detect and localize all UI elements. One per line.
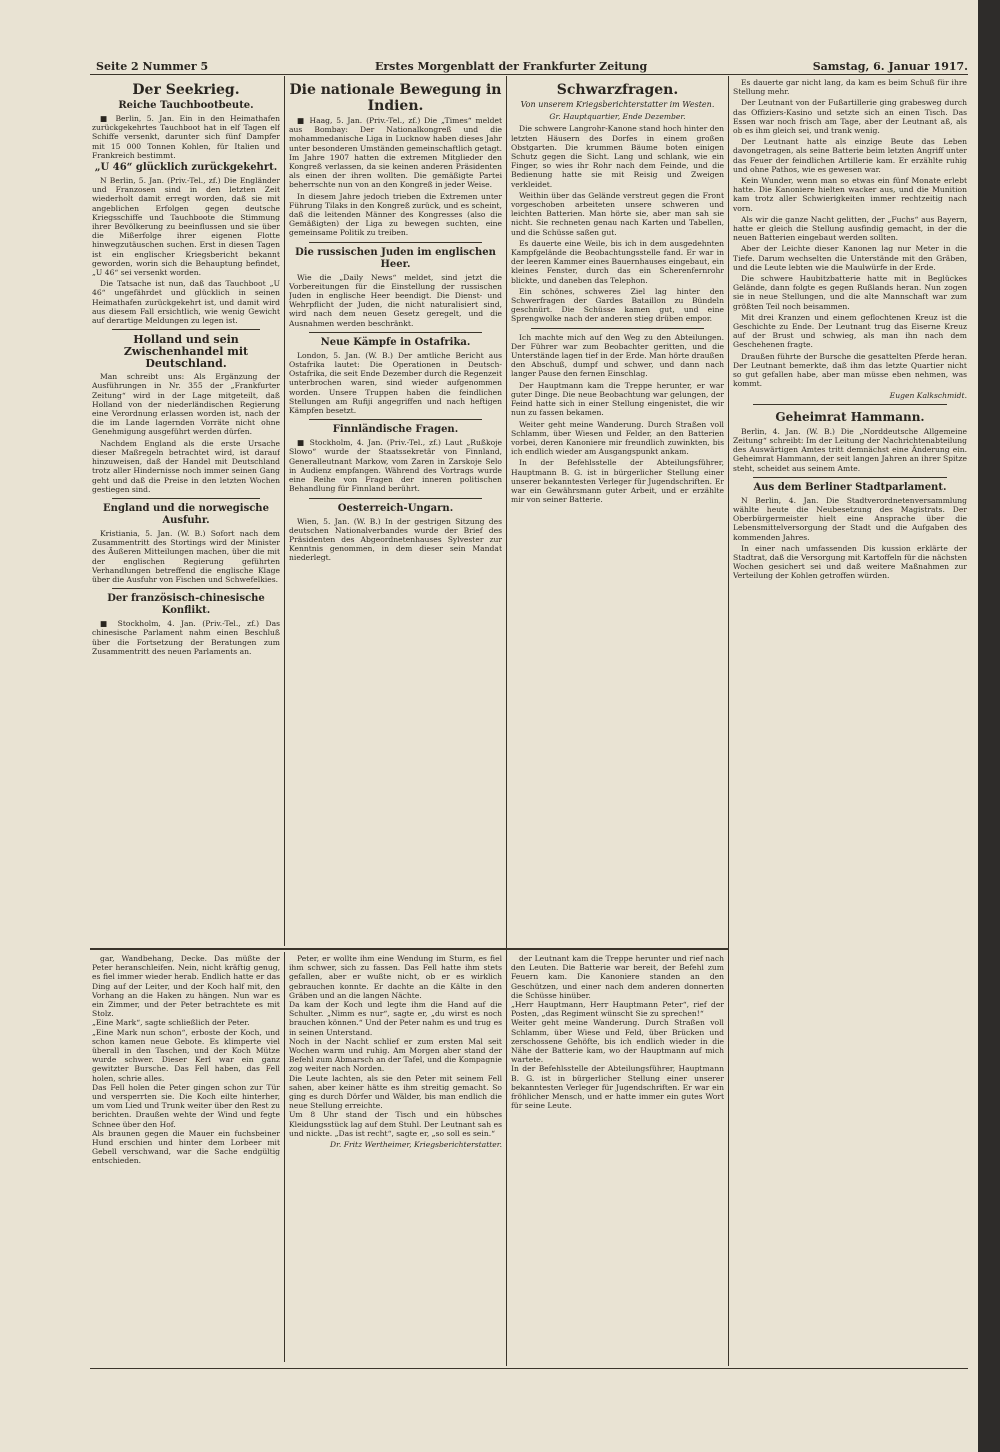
divider (309, 332, 482, 333)
feuilleton-rule (90, 948, 728, 950)
divider (309, 419, 482, 420)
headline-china: Der französisch-chinesische Konflikt. (107, 593, 265, 617)
divider (112, 329, 260, 330)
feuilleton-author: Dr. Fritz Wertheimer, Kriegsberichterstatter. (330, 1140, 502, 1150)
headline-indien: Die nationale Bewegung in Indien. (289, 82, 502, 114)
divider (753, 477, 947, 478)
page-header (90, 60, 970, 74)
headline-oesterreich: Oesterreich-Ungarn. (337, 502, 454, 514)
article-paragraph: Wien, 5. Jan. (W. B.) In der gestrigen Sitzung des deutschen Nationalverbandes wurde der Brief des Präsidenten des Abgeordnetenhauses Sylvester zur Kenntnis genommen, in dem dieser sein Mandat niederlegt. (289, 516, 502, 563)
column-1 (92, 78, 280, 944)
header-rule (90, 74, 968, 75)
scan-edge (978, 0, 1000, 1452)
article-paragraph: Weithin über das Gelände verstreut gegen die Front vorgeschoben arbeiteten unsere schweren und leichten Batterien. Man hörte sie, aber man sah sie nicht. Sie rechneten genau nach Karten und Tabellen, und die Schüsse saßen gut. (511, 190, 724, 237)
article-paragraph: Als wir die ganze Nacht gelitten, der „Fuchs“ aus Bayern, hatte er gleich die Stellung ausfindig gemacht, in der die neuen Batterien eingebaut werden sollten. (733, 214, 967, 243)
issue-date: Samstag, 6. Januar 1917. (812, 60, 968, 73)
column-rule (506, 76, 507, 1366)
author-signature: Eugen Kalkschmidt. (889, 390, 967, 400)
article-paragraph: London, 5. Jan. (W. B.) Der amtliche Bericht aus Ostafrika lautet: Die Operationen in Deutsch-Ostafrika, die seit Ende Dezember durch die Regenzeit unterbrochen waren, sind wieder aufgenommen worden. Unsere Truppen haben die feindlichen Stellungen am Rufiji angegriffen und nach heftigen Kämpfen besetzt. (289, 350, 502, 416)
article-paragraph: Kein Wunder, wenn man so etwas ein fünf Monate erlebt hatte. Die Kanoniere hielten wacker aus, und die Munition kam trotz aller Schwierigkeiten immer rechtzeitig nach vorn. (733, 176, 967, 213)
article-paragraph: Die Tatsache ist nun, daß das Tauchboot „U 46“ ungefährdet und glücklich in seinen Heimathafen zurückgekehrt ist, und damit wird aus diesem Fall ersichtlich, wie wenig Gewicht auf derartige Meldungen zu legen ist. (92, 279, 280, 326)
column-rule (284, 952, 285, 1362)
divider (112, 588, 260, 589)
feuilleton-text: Peter, er wollte ihm eine Wendung im Sturm, es fiel ihm schwer, sich zu fassen. Das Fell hatte ihm stets gefallen, aber er wußte nicht, ob er es wirklich gebrauchen konnte. Er dachte an die Kälte in den Gräben und an die langen Nächte. Da kam der Koch und legte ihm die Hand auf die Schulter. „Nimm es nur“, sagte er, „du wirst es noch brauchen können.“ Und der Peter nahm es und trug es in seinen Unterstand. Noch in der Nacht schlief er zum ersten Mal seit Wochen warm und ruhig. Am Morgen aber stand der Befehl zum Abmarsch an der Tafel, und die Kompagnie zog weiter nach Norden. Die Leute lachten, als sie den Peter mit seinem Fell sahen, aber keiner hätte es ihm streitig gemacht. So ging es durch Dörfer und Wälder, bis man endlich die neue Stellung erreichte. Um 8 Uhr stand der Tisch und ein hübsches Kleidungsstück lag auf dem Stuhl. Der Leutnant sah es und nickte. „Das ist recht“, sagte er, „so soll es sein.“ (289, 954, 502, 1138)
article-paragraph: Ich machte mich auf den Weg zu den Abteilungen. Der Führer war zum Beobachter geritten, und die Unterstände lagen tief in der Erde. Man hörte draußen den Abschuß, dumpf und schwer, und dann nach langer Pause den fernen Einschlag. (511, 332, 724, 379)
divider (309, 242, 482, 243)
article-paragraph: Draußen führte der Bursche die gesattelten Pferde heran. Der Leutnant bemerkte, daß ihm das letzte Quartier nicht so gut gefallen habe, aber man müsse eben nehmen, was kommt. (733, 351, 967, 389)
article-paragraph: Der Leutnant von der Fußartillerie ging grabesweg durch das Offiziers-Kasino und setzte sich an einen Tisch. Das Essen war noch frisch am Tage, aber der Leutnant aß, als ob es ihm gleich sei, und trank wenig. (733, 98, 967, 136)
subhead-tauchbootbeute: Reiche Tauchbootbeute. (118, 100, 254, 111)
headline-seekrieg: Der Seekrieg. (132, 82, 240, 98)
article-paragraph: Es dauerte eine Weile, bis ich in dem ausgedehnten Kampfgelände die Beobachtungsstelle fand. Er war in der leeren Kammer eines Bauernhauses eingebaut, ein kleines Fenster, durch das ein Scherenfernrohr blickte, und daneben das Telephon. (511, 238, 724, 285)
article-paragraph: Berlin, 4. Jan. (W. B.) Die „Norddeutsche Allgemeine Zeitung“ schreibt: Im der Leitung der Nachrichtenabteilung des Auswärtigen Amtes tritt demnächst eine Änderung ein. Geheimrat Hammann, der seit langen Jahren an ihrer Spitze steht, scheidet aus seinem Amte. (733, 426, 967, 473)
headline-hammann: Geheimrat Hammann. (775, 409, 925, 424)
article-paragraph: ■ Stockholm, 4. Jan. (Priv.-Tel., zf.) Das chinesische Parlament nahm einen Beschluß über die Fortsetzung der Beratungen zum Zusammentritt des neuen Parlaments an. (92, 619, 280, 656)
article-paragraph: Aber der Leichte dieser Kanonen lag nur Meter in die Tiefe. Darum wechselten die Unterstände mit den Gräben, und die Leute lebten wie die Maulwürfe in der Erde. (733, 244, 967, 272)
headline-stadtparlament: Aus dem Berliner Stadtparlament. (753, 481, 947, 493)
footer-rule (90, 1368, 968, 1369)
column-rule (284, 76, 285, 946)
article-paragraph: ■ Berlin, 5. Jan. Ein in den Heimathafen zurückgekehrtes Tauchboot hat in elf Tagen elf Schiffe versenkt, darunter sich fünf Dampfer mit 15 000 Tonnen Kohlen, für Italien und Frankreich bestimmt. (92, 114, 280, 160)
article-paragraph: Es dauerte gar nicht lang, da kam es beim Schuß für ihre Stellung mehr. (733, 78, 967, 97)
article-paragraph: Weiter geht meine Wanderung. Durch Straßen voll Schlamm, über Wiesen und Felder, an den Batterien vorbei, deren Kanoniere mir freundlich zuwinkten, bis ich endlich wieder am Ausgangspunkt ankam. (511, 419, 724, 457)
byline: Von unserem Kriegsberichterstatter im Westen. (520, 100, 715, 109)
column-rule (728, 76, 729, 1366)
article-paragraph: Kristiania, 5. Jan. (W. B.) Sofort nach dem Zusammentritt des Stortings wird der Minister des Äußeren Mitteilungen machen, über die mit der englischen Regierung geführten Verhandlungen betreffend die englische Klage über die Ausfuhr von Fischen und Schwefelkies. (92, 528, 280, 584)
article-paragraph: Wie die „Daily News“ meldet, sind jetzt die Vorbereitungen für die Einstellung der russischen Juden in englische Heer beendigt. Die Dienst- und Wehrpflicht der Juden, die nicht naturalisiert sind, wird nach dem neuen Gesetz geregelt, und die Ausnahmen werden beschränkt. (289, 272, 502, 328)
dateline: Gr. Hauptquartier, Ende Dezember. (549, 112, 686, 122)
divider (753, 404, 947, 405)
column-4 (733, 78, 967, 1368)
article-paragraph: Nachdem England als die erste Ursache dieser Maßregeln betrachtet wird, ist darauf hinzuweisen, daß der Handel mit Deutschland trotz aller Hindernisse noch immer seinen Gang geht und daß die Preise in den letzten Wochen gestiegen sind. (92, 438, 280, 494)
subhead-u46: „U 46“ glücklich zurückgekehrt. (94, 162, 278, 174)
headline-juden: Die russischen Juden im englischen Heer. (295, 246, 496, 270)
edition-title: Erstes Morgenblatt der Frankfurter Zeitung (375, 60, 648, 73)
article-paragraph: Der Hauptmann kam die Treppe herunter, er war guter Dinge. Die neue Beobachtung war gelungen, der Feind hatte sich in einer Stellung eingenistet, die wir nun zu fassen bekamen. (511, 380, 724, 418)
feuilleton-column-1 (92, 954, 280, 1364)
page-number: Seite 2 Nummer 5 (96, 60, 209, 73)
divider (531, 328, 704, 329)
divider (309, 498, 482, 499)
feuilleton-column-3 (511, 954, 724, 1364)
article-paragraph: Die schwere Langrohr-Kanone stand hoch hinter den letzten Häusern des Dorfes in einem großen Obstgarten. Die krummen Bäume boten einigen Schutz gegen die Sicht. Lang und schlank, wie ein Finger, so wies ihr Rohr nach dem Feinde, und die Bedienung hatte sie mit Reisig und Zweigen verkleidet. (511, 124, 724, 189)
article-paragraph: ■ Haag, 5. Jan. (Priv.-Tel., zf.) Die „Times“ meldet aus Bombay: Der Nationalkongreß und die mohammedanische Liga in Lucknow haben dieses Jahr unter besonderen Umständen gemeinschaftlich getagt. Im Jahre 1907 hatten die extremen Mitglieder den Kongreß verlassen, da sie keinen anderen Präsidenten als einen der ihren wollten. Die gemäßigte Partei beherrschte nun von an den Kongreß in jeder Weise. (289, 116, 502, 190)
article-paragraph: N Berlin, 4. Jan. Die Stadtverordnetenversammlung wählte heute die Neubesetzung des Magistrats. Der Oberbürgermeister hielt eine Ansprache über die Lebensmittelversorgung der Stadt und die Aufgaben des kommenden Jahres. (733, 495, 967, 542)
feuilleton-text: gar, Wandbehang, Decke. Das müßte der Peter heranschleifen. Nein, nicht kräftig genug, es fiel immer wieder herab. Endlich hatte er das Ding auf der Leiter, und der Koch half mit, den Vorhang an die Haken zu hängen. Nun war es ein Zimmer, und der Peter betrachtete es mit Stolz. „Eine Mark“, sagte schließlich der Peter. „Eine Mark nun schon“, erboste der Koch, und schon kamen neue Gebote. Es klimperte viel überall in den Taschen, und der Koch Mütze wurde schwer. Dieser Kerl war ein ganz gewitzter Bursche. Das Fell haben, das Fell holen, schrie alles. Das Fell holen die Peter gingen schon zur Tür und versperrten sie. Die Koch eilte hinterher, um vom Lied und Trunk weiter über den Rest zu berichten. Draußen wehte der Wind und fegte Schnee über den Hof. Als braunen gegen die Mauer ein fuchsbeiner Hund erschien und hinter dem Lorbeer mit Gebell verschwand, war die Sache endgültig entschieden. (92, 954, 280, 1166)
headline-schwarzfragen: Schwarzfragen. (556, 82, 679, 98)
article-paragraph: In einer nach umfassenden Dis kussion erklärte der Stadtrat, daß die Versorgung mit Kartoffeln für die nächsten Wochen gesichert sei und daß weitere Maßnahmen zur Verteilung der Kohlen getroffen würden. (733, 543, 967, 581)
headline-norwegen: England und die norwegische Ausfuhr. (103, 502, 269, 526)
article-paragraph: Mit drei Kranzen und einem geflochtenen Kreuz ist die Geschichte zu Ende. Der Leutnant trug das Eiserne Kreuz auf der Brust und schwieg, als man ihn nach dem Geschehenen fragte. (733, 312, 967, 350)
column-3 (511, 78, 724, 944)
article-paragraph: Man schreibt uns: Als Ergänzung der Ausführungen in Nr. 355 der „Frankfurter Zeitung“ wird in der Lage mitgeteilt, daß Holland von der niederländischen Regierung eine Verordnung erlassen worden ist, nach der die im Lande lagernden Vorräte nicht ohne Genehmigung ausgeführt werden dürfen. (92, 372, 280, 437)
article-paragraph: In diesem Jahre jedoch trieben die Extremen unter Führung Tilaks in den Kongreß zurück, und es scheint, daß die leitenden Männer des Kongresses (also die Gemäßigten) der Liga zu bewegen suchten, eine gemeinsame Politik zu treiben. (289, 191, 502, 238)
headline-holland: Holland und sein Zwischenhandel mit Deutschland. (123, 333, 249, 371)
divider (112, 498, 260, 499)
headline-ostafrika: Neue Kämpfe in Ostafrika. (320, 336, 471, 348)
article-paragraph: N Berlin, 5. Jan. (Priv.-Tel., zf.) Die Engländer und Franzosen sind in den letzten Zeit wiederholt damit erregt worden, daß sie mit angeblichen Erfolgen gegen deutsche Kriegsschiffe und Tauchboote die Stimmung ihrer Bevölkerung zu beeinflussen und sie über die Mißerfolge ihrer eigenen Flotte hinwegzutäuschen suchen. Erst in diesen Tagen ist ein englischer Kriegsbericht bekannt geworden, worin sich die Behauptung befindet, „U 46“ sei versenkt worden. (92, 176, 280, 278)
article-paragraph: Der Leutnant hatte als einzige Beute das Leben davongetragen, als seine Batterie beim letzten Angriff unter das Feuer der feindlichen Artillerie kam. Er erzählte ruhig und ohne Pathos, wie es gewesen war. (733, 137, 967, 174)
feuilleton-column-2 (289, 954, 502, 1364)
feuilleton-text: der Leutnant kam die Treppe herunter und rief nach den Leuten. Die Batterie war bereit, der Befehl zum Feuern kam. Die Kanoniere standen an den Geschützen, und einer nach dem anderen donnerten die Schüsse hinüber. „Herr Hauptmann, Herr Hauptmann Peter“, rief der Posten, „das Regiment wünscht Sie zu sprechen!“ Weiter geht meine Wanderung. Durch Straßen voll Schlamm, über Wiese und Feld, über Brücken und zerschossene Gehöfte, bis ich endlich wieder in die Nähe der Batterie kam, wo der Hauptmann auf mich wartete. In der Befehlsstelle der Abteilungsführer, Hauptmann B. G. ist in bürgerlicher Stellung einer unserer bekanntesten Verleger für Jugendschriften. Er war ein fröhlicher Mensch, und er hatte immer ein gutes Wort für seine Leute. (511, 954, 724, 1111)
article-paragraph: Ein schönes, schweres Ziel lag hinter den Schwerfragen der Gardes Bataillon zu Bündeln geschnürt. Die Schüsse kamen gut, und eine Sprengwolke nach der anderen stieg drüben empor. (511, 286, 724, 324)
article-paragraph: In der Befehlsstelle der Abteilungsführer, Hauptmann B. G. ist in bürgerlicher Stellung einer unserer bekanntesten Verleger für Jugendschriften. Er war ein Gewährsmann guter Arbeit, und er erzählte mir von seiner Batterie. (511, 458, 724, 505)
article-paragraph: ■ Stockholm, 4. Jan. (Priv.-Tel., zf.) Laut „Rußkoje Slowo“ wurde der Staatssekretär von Finnland, Generalleutnant Markow, vom Zaren in Zarskoje Selo in Audienz empfangen. Während des Vortrags wurde eine Reihe von Fragen der inneren politischen Behandlung für Finnland berührt. (289, 438, 502, 494)
column-2 (289, 78, 502, 944)
headline-finnland: Finnländische Fragen. (332, 424, 459, 436)
article-paragraph: Die schwere Haubitzbatterie hatte mit in Beglückes Gelände, dann folgte es gegen Rußlands heran. Nun zogen sie in neue Stellungen, und die alte Mannschaft war zum größten Teil noch beisammen. (733, 274, 967, 311)
